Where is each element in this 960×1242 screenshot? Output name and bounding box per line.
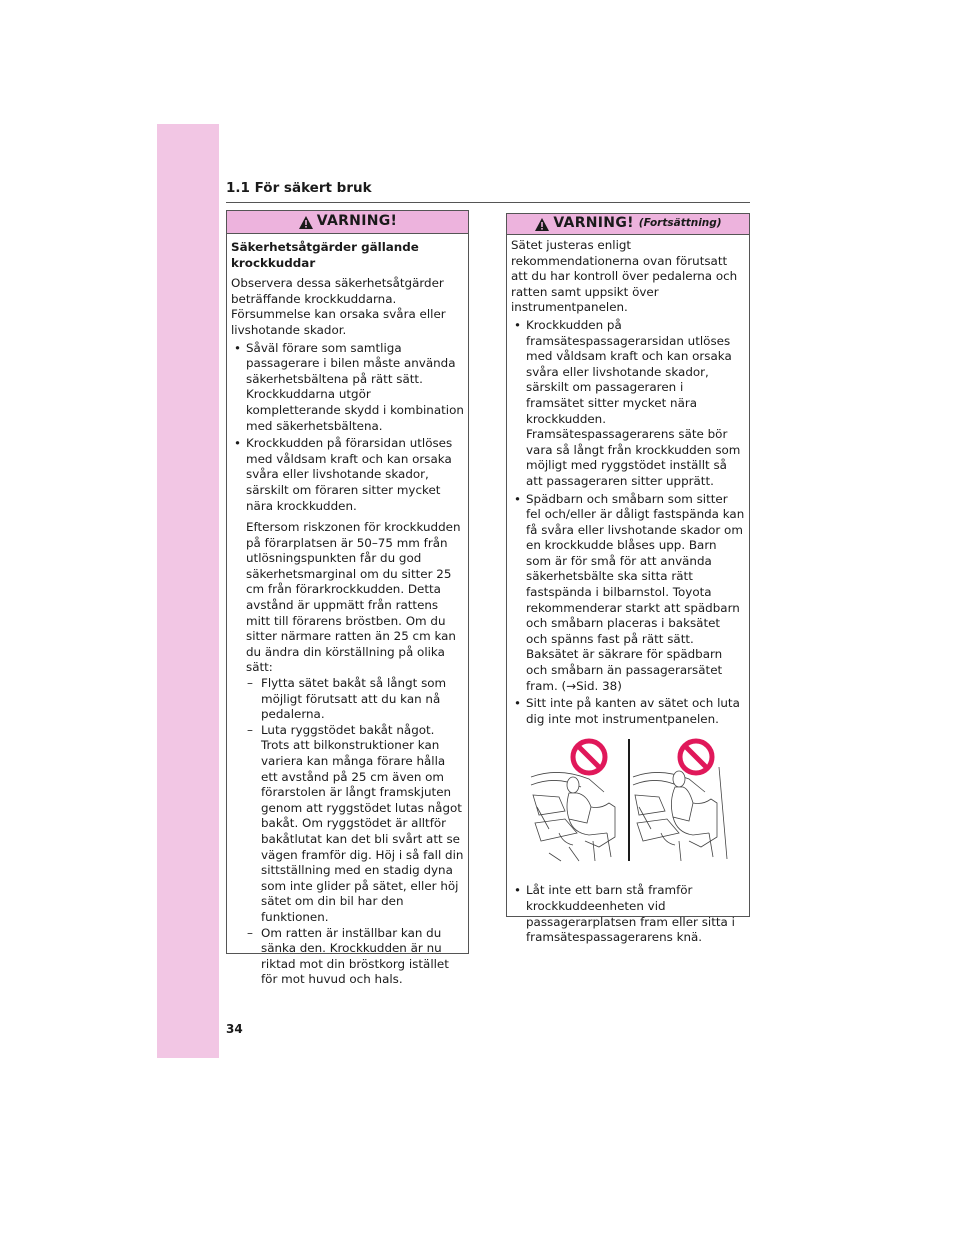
- warning-title: VARNING!: [316, 213, 398, 230]
- bullet-text: Såväl förare som samtliga passagerare i bilen måste använda säkerhetsbältena på rätt sätt. Krockkuddarna utgör kompletterande skydd i kombination med säkerhetsbältena.: [246, 340, 464, 433]
- bullet-item: [511, 492, 745, 695]
- child-near-dashboard-illustration: [531, 773, 615, 862]
- bullet-item: [231, 436, 464, 988]
- warning-intro: Sätet justeras enligt rekommendationerna ovan förutsatt att du har kontroll över pedalerna och ratten samt uppsikt över instrumentpanelen.: [511, 238, 738, 315]
- warning-header: [507, 214, 749, 235]
- prohibition-icon: [573, 741, 605, 773]
- warning-bullet-list: [231, 341, 464, 988]
- bullet-item: [231, 341, 464, 435]
- page-number: 34: [226, 1022, 243, 1036]
- dash-text: Luta ryggstödet bakåt något. Trots att bilkonstruktioner kan variera kan många förare hålla ett avstånd på 25 cm även om förarstolen är långt framskjuten genom att ryggstödet lutas något bakåt. Om ryggstödet är alltför bakåtlutat kan det bli svårt att se vägen framför dig. Höj i så fall din sittställning med en stadig dyna som inte glider på sätet, eller höj sätet om din bil har den funktionen.: [261, 722, 464, 924]
- warning-intro: Observera dessa säkerhetsåtgärder beträffande krockkuddarna. Försummelse kan orsaka svåra eller livshotande skador.: [231, 276, 446, 337]
- dash-text: Flytta sätet bakåt så långt som möjligt förutsatt att du kan nå pedalerna.: [261, 676, 447, 722]
- warning-box-left: [226, 210, 469, 987]
- bullet-text: Krockkudden på framsätespassagerarsidan utlöses med våldsam kraft och kan orsaka svåra eller livshotande skador, särskilt om passageraren i framsätet sitter mycket nära krockkudden. Framsätespassagerarens säte bör vara så långt från krockkudden som möjligt med ryggstödet inställt så att passageraren sitter upprätt.: [526, 317, 741, 488]
- dash-item: [247, 723, 464, 926]
- warning-header: [227, 211, 468, 234]
- continuation-label: (Fortsättning): [638, 217, 722, 230]
- section-title: 1.1 För säkert bruk: [226, 180, 750, 203]
- dash-list: [247, 676, 464, 988]
- warning-box-right: [506, 213, 750, 945]
- bullet-item: [511, 696, 745, 727]
- warning-triangle-icon: [298, 215, 314, 230]
- warning-bullet-list: [511, 883, 745, 945]
- dash-text: Om ratten är inställbar kan du sänka den. Krockkudden är nu riktad mot din bröstkorg istället för mot huvud och hals.: [261, 925, 449, 987]
- bullet-text: Krockkudden på förarsidan utlöses med våldsam kraft och kan orsaka svåra eller livshotande skador, särskilt om föraren sitter mycket nära krockkudden.: [246, 436, 453, 513]
- dash-item: [247, 926, 464, 988]
- bullet-text: Sitt inte på kanten av sätet och luta dig inte mot instrumentpanelen.: [526, 696, 740, 726]
- warning-title: VARNING!: [553, 215, 634, 232]
- dash-marker: –: [247, 722, 253, 737]
- dash-item: [247, 676, 464, 723]
- warning-subheading: Säkerhetsåtgärder gällande krockkuddar: [231, 240, 419, 270]
- side-tab-bar: [157, 124, 219, 1058]
- bullet-text: Spädbarn och småbarn som sitter fel och/eller är dåligt fastspända kan få svåra eller livshotande skador om en krockkudde blåses upp. Barn som är för små för att använda säkerhetsbälte ska sitta rätt fastspända i bilbarnstol. Toyota rekommenderar starkt att spädbarn och småbarn placeras i baksätet och spänns fast på rätt sätt. Baksätet är säkrare för spädbarn och småbarn än passagerarsätet fram. (→Sid. 38): [526, 491, 745, 693]
- bullet-subparagraph: Eftersom riskzonen för krockkudden på förarplatsen är 50–75 mm från utlösningspunkten får du god säkerhetsmarginal om du sitter 25 cm från förarkrockkudden. Detta avstånd är uppmätt från rattens mitt till förarens bröstben. Om du sitter närmare ratten än 25 cm kan du ändra din körställning på olika sätt:: [246, 520, 461, 675]
- bullet-item: [511, 883, 745, 945]
- prohibition-icon: [680, 741, 712, 773]
- warning-triangle-icon: [534, 217, 550, 232]
- incorrect-seating-illustration: [529, 737, 729, 865]
- warning-bullet-list: [511, 318, 745, 727]
- airbag-warning-illustration: [511, 737, 745, 867]
- dash-marker: –: [247, 925, 253, 940]
- bullet-text: Låt inte ett barn stå framför krockkuddeenheten vid passagerarplatsen fram eller sitta i framsätespassagerarens knä.: [526, 883, 735, 945]
- bullet-item: [511, 318, 745, 490]
- child-standing-illustration: [633, 767, 727, 861]
- dash-marker: –: [247, 676, 253, 691]
